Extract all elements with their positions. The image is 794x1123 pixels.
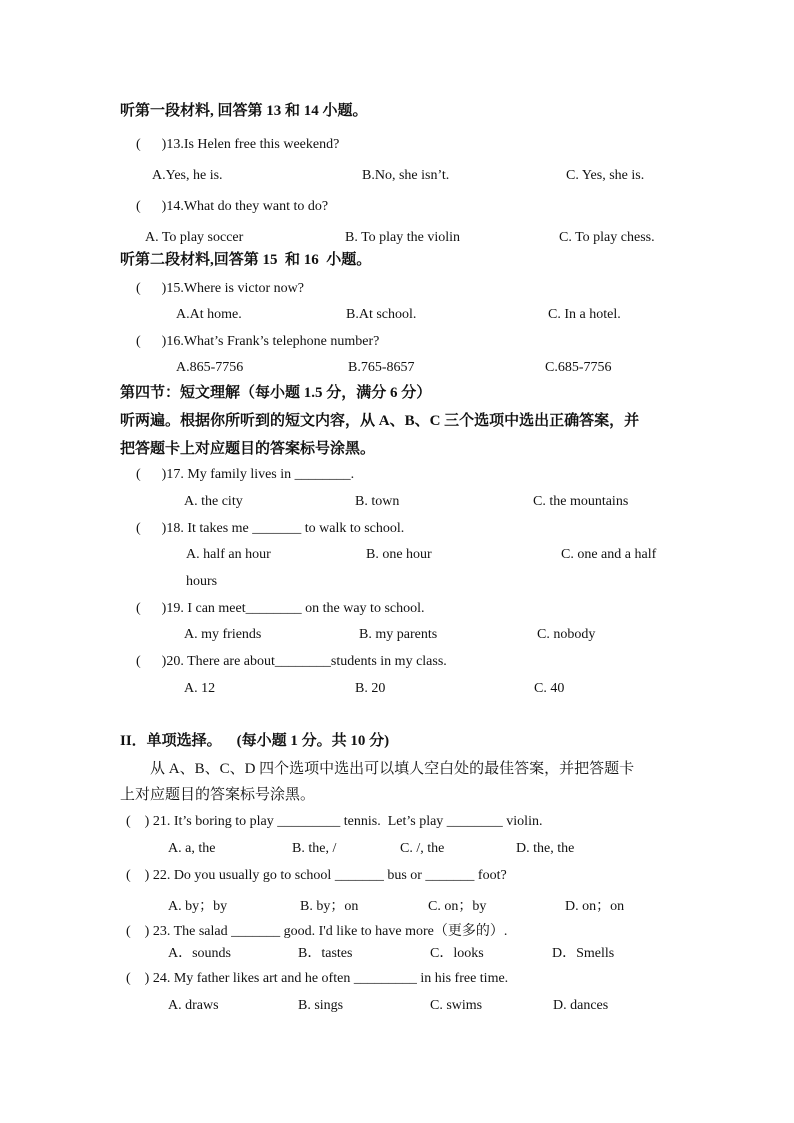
- question-18-option-c-continued: hours: [186, 574, 218, 589]
- question-15-stem: ( )15.Where is victor now?: [136, 281, 304, 296]
- question-20-option-a: A. 12: [184, 681, 216, 696]
- question-15-option-a: A.At home.: [176, 307, 242, 322]
- part2-instruction-line1: 从 A、B、C、D 四个选项中选出可以填人空白处的最佳答案，并把答题卡: [150, 761, 635, 777]
- part4-title: 第四节：短文理解（每小题 1.5 分，满分 6 分）: [120, 385, 432, 401]
- question-14-stem: ( )14.What do they want to do?: [136, 199, 329, 214]
- question-22-option-d: D. on；on: [565, 899, 625, 914]
- question-13-option-b: B.No, she isn’t.: [362, 168, 450, 183]
- question-22-option-c: C. on；by: [428, 899, 487, 914]
- question-23-option-b: B．tastes: [298, 946, 353, 961]
- question-24-option-d: D. dances: [553, 998, 609, 1013]
- part4-instruction-line2: 把答题卡上对应题目的答案标号涂黑。: [120, 441, 376, 457]
- question-22-option-b: B. by；on: [300, 899, 359, 914]
- question-15-option-c: C. In a hotel.: [548, 307, 621, 322]
- question-13-option-c: C. Yes, she is.: [566, 168, 645, 183]
- question-19-option-c: C. nobody: [537, 627, 596, 642]
- question-15-option-b: B.At school.: [346, 307, 417, 322]
- question-13-stem: ( )13.Is Helen free this weekend?: [136, 137, 340, 152]
- question-21-stem: ( ) 21. It’s boring to play _________ tennis. Let’s play ________ violin.: [126, 814, 543, 829]
- question-23-option-a: A．sounds: [168, 946, 232, 961]
- question-16-option-b: B.765-8657: [348, 360, 415, 375]
- question-24-stem: ( ) 24. My father likes art and he often _________ in his free time.: [126, 971, 509, 986]
- question-22-option-a: A. by；by: [168, 899, 228, 914]
- question-16-stem: ( )16.What’s Frank’s telephone number?: [136, 334, 380, 349]
- section-heading-15-16: 听第二段材料,回答第 15 和 16 小题。: [120, 252, 372, 268]
- question-14-option-b: B. To play the violin: [345, 230, 461, 245]
- question-18-stem: ( )18. It takes me _______ to walk to school.: [136, 521, 405, 536]
- part2-title: II．单项选择。 (每小题 1 分。共 10 分): [120, 733, 390, 749]
- part4-instruction-line1: 听两遍。根据你所听到的短文内容，从 A、B、C 三个选项中选出正确答案，并: [120, 413, 640, 429]
- question-24-option-a: A. draws: [168, 998, 219, 1013]
- question-17-stem: ( )17. My family lives in ________.: [136, 467, 355, 482]
- question-23-option-c: C．looks: [430, 946, 484, 961]
- question-23-option-d: D．Smells: [552, 946, 615, 961]
- question-16-option-a: A.865-7756: [176, 360, 244, 375]
- question-14-option-c: C. To play chess.: [559, 230, 655, 245]
- question-13-option-a: A.Yes, he is.: [152, 168, 223, 183]
- question-19-stem: ( )19. I can meet________ on the way to school.: [136, 601, 425, 616]
- question-24-option-b: B. sings: [298, 998, 344, 1013]
- question-19-option-a: A. my friends: [184, 627, 262, 642]
- question-18-option-c: C. one and a half: [561, 547, 657, 562]
- part2-instruction-line2: 上对应题目的答案标号涂黑。: [120, 787, 316, 803]
- question-20-stem: ( )20. There are about________students in my class.: [136, 654, 447, 669]
- question-18-option-a: A. half an hour: [186, 547, 271, 562]
- question-19-option-b: B. my parents: [359, 627, 438, 642]
- question-20-option-c: C. 40: [534, 681, 565, 696]
- question-20-option-b: B. 20: [355, 681, 386, 696]
- question-17-option-b: B. town: [355, 494, 400, 509]
- question-17-option-c: C. the mountains: [533, 494, 629, 509]
- question-24-option-c: C. swims: [430, 998, 483, 1013]
- question-23-stem: ( ) 23. The salad _______ good. I'd like to have more（更多的）.: [126, 924, 508, 939]
- question-21-option-b: B. the, /: [292, 841, 337, 856]
- question-22-stem: ( ) 22. Do you usually go to school _______ bus or _______ foot?: [126, 868, 507, 883]
- question-21-option-a: A. a, the: [168, 841, 216, 856]
- section-heading-13-14: 听第一段材料, 回答第 13 和 14 小题。: [120, 103, 368, 119]
- question-14-option-a: A. To play soccer: [145, 230, 244, 245]
- question-17-option-a: A. the city: [184, 494, 243, 509]
- question-21-option-d: D. the, the: [516, 841, 575, 856]
- question-16-option-c: C.685-7756: [545, 360, 612, 375]
- question-21-option-c: C. /, the: [400, 841, 445, 856]
- question-18-option-b: B. one hour: [366, 547, 432, 562]
